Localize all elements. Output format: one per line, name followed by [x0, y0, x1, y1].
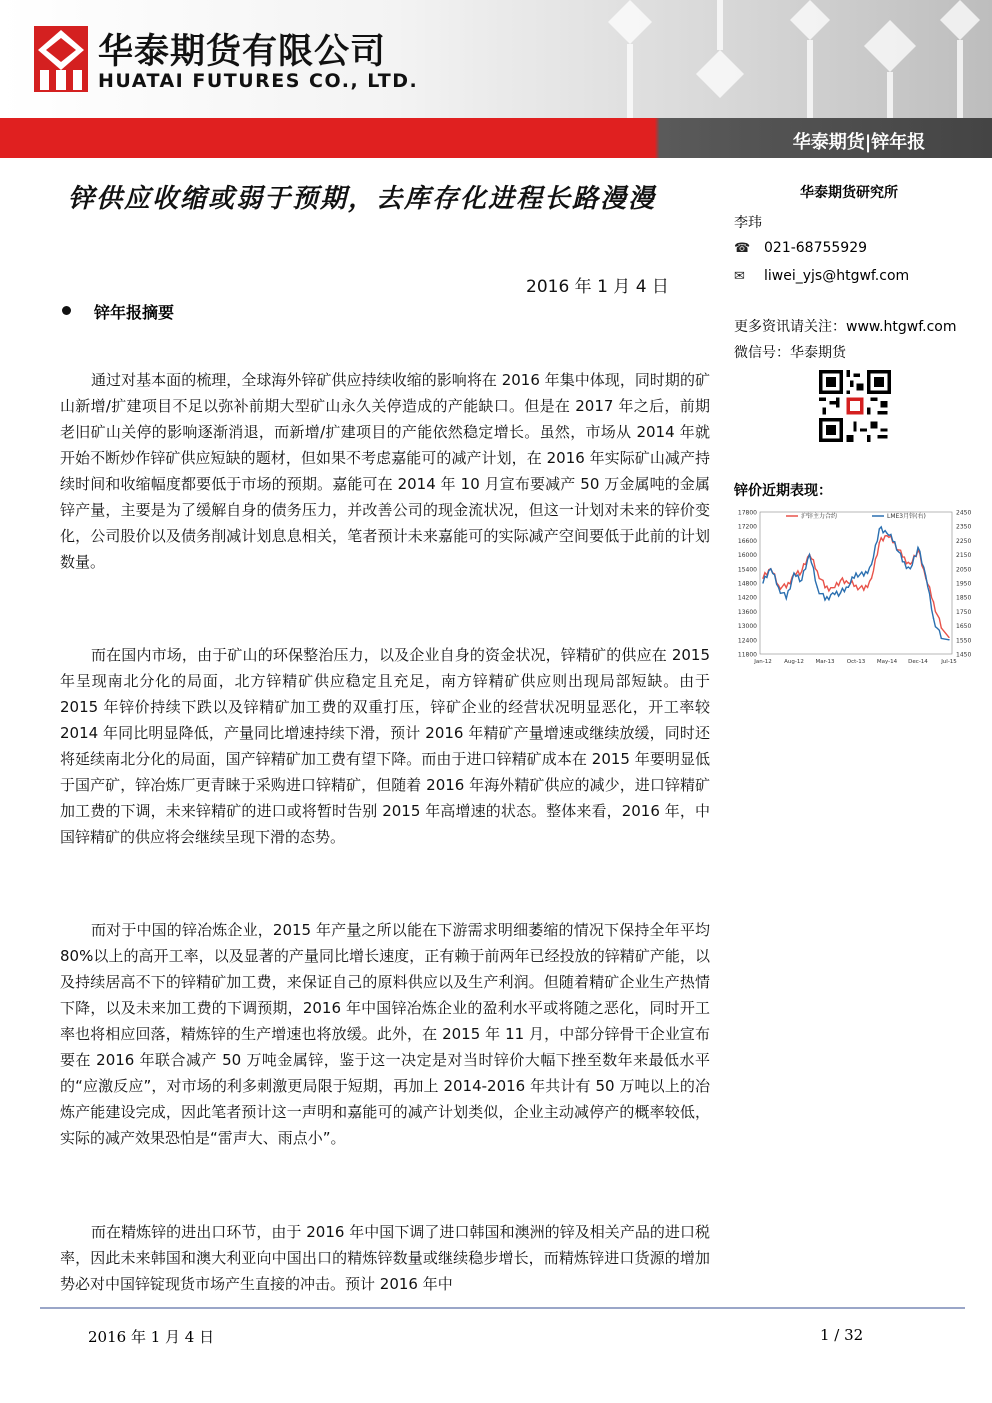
y-left-tick-label: 11800 [737, 651, 757, 659]
legend-label: 沪锌主力合约 [801, 513, 838, 520]
data-point [840, 592, 841, 593]
y-right-tick-label: 1750 [956, 608, 972, 616]
report-tag: 华泰期货|锌年报 [792, 132, 926, 153]
data-point [879, 542, 880, 543]
bullet-icon [62, 306, 71, 315]
footer-date: 2016 年 1 月 4 日 [88, 1328, 215, 1346]
x-tick-label: Dec-14 [908, 659, 928, 665]
company-name-cn: 华泰期货有限公司 [98, 32, 387, 72]
chart-title: 锌价近期表现： [734, 483, 832, 499]
y-left-tick-label: 14800 [737, 580, 757, 588]
x-tick-label: May-14 [876, 659, 898, 665]
x-tick-label: Oct-13 [846, 659, 866, 665]
y-left-tick-label: 13000 [737, 623, 757, 631]
y-right-tick-label: 1450 [956, 651, 972, 659]
email-link[interactable]: liwei_yjs@htgwf.com [764, 268, 910, 284]
data-point [886, 535, 887, 536]
report-date: 2016 年 1 月 4 日 [526, 277, 669, 297]
section-title: 锌年报摘要 [94, 303, 175, 322]
data-point [902, 561, 903, 562]
data-point [925, 575, 926, 576]
data-point [832, 587, 833, 588]
y-left-tick-label: 16000 [737, 552, 757, 560]
data-point [786, 587, 787, 588]
y-left-tick-label: 12400 [737, 637, 757, 645]
email-row [734, 268, 909, 284]
qr-code [819, 370, 891, 442]
paragraph: 而对于中国的锌冶炼企业，2015 年产量之所以能在下游需求明细萎缩的情况下保持全年平均 80%以上的高开工率，以及显著的产量同比增长速度，正有赖于前两年已经投放的锌精矿产能，以及持续居高不下的锌精矿加工费，来保证自己的原料供应以及生产利润。但随着精矿企业生产热情下降，以及未来加工费的下调预期，2016 年中国锌冶炼企业的盈利水平或将随之恶化，同时开工率也将相应回落，精炼锌的生产增速也将放缓。此外，在 2015 年 11 月，中部分锌骨干企业宣布要在 2016 年联合减产 50 万吨金属锌，鉴于这一决定是对当时锌价大幅下挫至数年来最低水平的“应激反应”，对市场的利多刺激更局限于短期，再加上 2014-2016 年共计有 50 万吨以上的冶炼产能建设完成，因此笔者预计这一声明和嘉能可的减产计划类似，企业主动减停产的概率较低，实际的减产效果恐怕是“雷声大、雨点小”。 [60, 921, 710, 1147]
data-point [894, 541, 895, 542]
y-left-tick-label: 17200 [737, 523, 757, 531]
phone-number: 021-68755929 [764, 240, 868, 256]
page-number: 1 / 32 [820, 1326, 864, 1344]
y-left-tick-label: 15400 [737, 566, 757, 574]
wechat-id: 微信号：华泰期货 [734, 345, 846, 361]
y-right-tick-label: 2250 [956, 537, 972, 545]
y-right-tick-label: 2350 [956, 523, 972, 531]
data-point [793, 572, 794, 573]
data-point [824, 599, 825, 600]
zinc-price-chart [726, 504, 988, 666]
data-point [770, 568, 771, 569]
data-point [910, 563, 911, 564]
y-left-tick-label: 16600 [737, 537, 757, 545]
legend-label: LME3月锌(右) [887, 513, 926, 520]
data-point [855, 572, 856, 573]
data-point [840, 580, 841, 581]
data-point [871, 578, 872, 579]
data-point [879, 528, 880, 529]
data-point [778, 587, 779, 588]
data-point [817, 587, 818, 588]
footer-divider [40, 1307, 965, 1309]
data-point [809, 554, 810, 555]
data-point [855, 585, 856, 586]
y-left-tick-label: 13600 [737, 608, 757, 616]
data-point [933, 618, 934, 619]
y-right-tick-label: 1850 [956, 594, 972, 602]
x-tick-label: Aug-12 [784, 659, 804, 665]
header-decoration [560, 0, 992, 118]
data-point [801, 579, 802, 580]
y-right-tick-label: 1650 [956, 623, 972, 631]
data-point [848, 582, 849, 583]
phone-row [734, 240, 867, 256]
y-right-tick-label: 1550 [956, 637, 972, 645]
data-point [886, 533, 887, 534]
x-tick-label: Mar-13 [815, 659, 835, 665]
data-point [910, 568, 911, 569]
phone-icon: ☎ [734, 240, 751, 256]
research-institute: 华泰期货研究所 [800, 185, 898, 201]
data-point [948, 639, 949, 640]
data-point [786, 598, 787, 599]
data-point [863, 589, 864, 590]
data-point [824, 587, 825, 588]
mail-icon: ✉ [734, 268, 745, 284]
data-point [941, 638, 942, 639]
paragraph: 而在精炼锌的进出口环节，由于 2016 年中国下调了进口韩国和澳洲的锌及相关产品的进口税率，因此未来韩国和澳大利亚向中国出口的精炼锌数量或继续稳步增长，而精炼锌进口货源的增加势必对中国锌锭现货市场产生直接的冲击。预计 2016 年中 [60, 1223, 710, 1293]
company-name-en: HUATAI FUTURES CO., LTD. [98, 70, 419, 92]
y-right-tick-label: 2450 [956, 509, 972, 517]
author-name: 李玮 [734, 215, 762, 231]
data-point [941, 627, 942, 628]
paragraph: 而在国内市场，由于矿山的环保整治压力，以及企业自身的资金状况，锌精矿的供应在 2015 年呈现南北分化的局面，北方锌精矿供应稳定且充足，南方锌精矿供应则出现局部短缺。由于 2015 年锌价持续下跌以及锌精矿加工费的双重打压，锌矿企业的经营状况明显恶化，开工率较 2014 年同比明显降低，产量同比增速持续下滑，预计 2016 年精矿产量增速或继续放缓，同时还将延续南北分化的局面，国产锌精矿加工费有望下降。而由于进口锌精矿成本在 2015 年要明显低于国产矿，锌冶炼厂更青睐于采购进口锌精矿，但随着 2016 年海外精矿供应的减少，进口锌精矿加工费的下调，未来锌精矿的进口或将暂时告别 2015 年高增速的状态。整体来看，2016 年，中国锌精矿的供应将会继续呈现下滑的态势。 [60, 646, 710, 846]
data-point [817, 570, 818, 571]
data-point [917, 547, 918, 548]
x-tick-label: Jul-15 [941, 659, 957, 665]
y-right-tick-label: 1950 [956, 580, 972, 588]
x-tick-label: Jan-12 [754, 659, 772, 665]
data-point [832, 592, 833, 593]
company-logo [34, 26, 88, 92]
y-left-tick-label: 14200 [737, 594, 757, 602]
data-point [863, 575, 864, 576]
data-point [848, 587, 849, 588]
data-point [871, 564, 872, 565]
y-right-tick-label: 2150 [956, 552, 972, 560]
data-point [933, 601, 934, 602]
report-title: 锌供应收缩或弱于预期，去库存化进程长路漫漫 [68, 184, 657, 214]
data-point [948, 637, 949, 638]
data-point [762, 582, 763, 583]
more-info-link[interactable]: 更多资讯请关注：www.htgwf.com [734, 319, 957, 335]
y-right-tick-label: 2050 [956, 566, 972, 574]
data-point [801, 570, 802, 571]
y-left-tick-label: 17800 [737, 509, 757, 517]
paragraph: 通过对基本面的梳理，全球海外锌矿供应持续收缩的影响将在 2016 年集中体现，同时期的矿山新增/扩建项目不足以弥补前期大型矿山永久关停造成的产能缺口。但是在 2017 年之后，前期老旧矿山关停的影响逐渐消退，而新增/扩建项目的产能依然稳定增长。虽然，市场从 2014 年就开始不断炒作锌矿供应短缺的题材，但如果不考虑嘉能可的减产计划，在 2016 年实际矿山减产持续时间和收缩幅度都要低于市场的预期。嘉能可在 2014 年 10 月宣布要减产 50 万金属吨的金属锌产量，主要是为了缓解自身的债务压力，并改善公司的现金流状况，但这一计划对未来的锌价变化，公司股价以及债务削减计划息息相关，笔者预计未来嘉能可的实际减产空间要低于此前的计划数量。 [60, 371, 710, 571]
